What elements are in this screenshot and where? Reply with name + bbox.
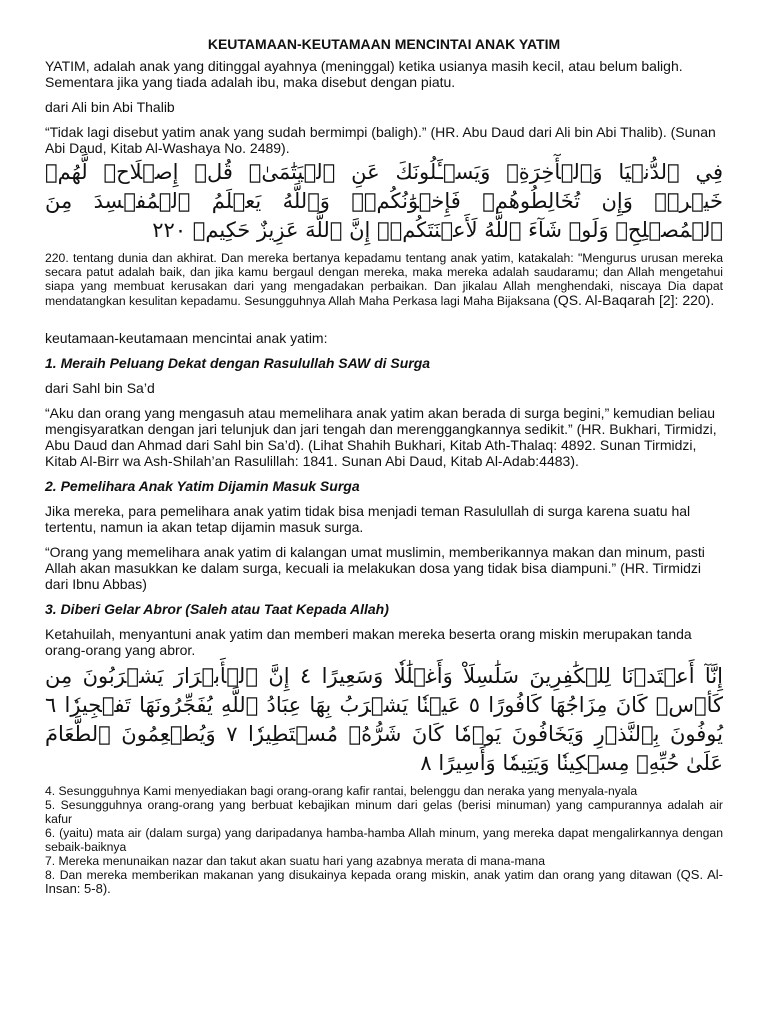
verse-translation-item: 8. Dan mereka memberikan makanan yang disukainya kepada orang miskin, anak yatim dan orang yang ditawan	[45, 868, 672, 882]
hadith-sahl: “Aku dan orang yang mengasuh atau memelihara anak yatim akan berada di surga begini,” kemudian beliau mengisyaratkan dengan jari telunjuk dan jari tengah dan merenggangkannya sedikit.” (HR. Bukhari, Tirmidzi, Abu Daud dan Ahmad dari Sahl bin Sa’d). (Lihat Shahih Bukhari, Kitab Ath-Thalaq: 4892. Sunan Tirmidzi, Kitab Al-Birr wa Ash-Shilah’an Rasulillah: 1841. Sunan Abi Daud, Kitab Al-Adab:4483).	[45, 405, 717, 469]
paragraph-point-2: Jika mereka, para pemelihara anak yatim tidak bisa menjadi teman Rasulullah di surga karena suatu hal tertentu, namun ia akan tetap dijamin masuk surga.	[45, 503, 691, 535]
heading-point-3: 3. Diberi Gelar Abror (Saleh atau Taat Kepada Allah)	[45, 601, 389, 617]
verse-translation-item-last	[45, 868, 723, 896]
heading-point-1: 1. Meraih Peluang Dekat dengan Rasulullah SAW di Surga	[45, 355, 431, 371]
verse-translation-item: 7. Mereka menunaikan nazar dan takut akan suatu hari yang azabnya merata di mana-mana	[45, 854, 545, 868]
verse-translation-list	[45, 784, 723, 896]
verse-translation-item: 4. Sesungguhnya Kami menyediakan bagi orang-orang kafir rantai, belenggu dan neraka yang menyala-nyala	[45, 784, 638, 798]
hadith-ali: “Tidak lagi disebut yatim anak yang sudah bermimpi (baligh).” (HR. Abu Daud dari Ali bin Abi Thalib). (Sunan Abi Daud, Kitab Al-Washaya No. 2489).	[45, 124, 716, 156]
source-ali: dari Ali bin Abi Thalib	[45, 99, 175, 115]
heading-point-2: 2. Pemelihara Anak Yatim Dijamin Masuk Surga	[45, 478, 360, 494]
verse-translation-item: 6. (yaitu) mata air (dalam surga) yang daripadanya hamba-hamba Allah minum, yang mereka dapat mengalirkannya dengan sebaik-baiknya	[45, 826, 723, 854]
hadith-ibnu-abbas: “Orang yang memelihara anak yatim di kalangan umat muslimin, memberikannya makan dan minum, pasti Allah akan masukkan ke dalam surga, kecuali ia melakukan dosa yang tidak bisa diampuni.” (HR. Tirmidzi dari Ibnu Abbas)	[45, 544, 705, 592]
source-sahl: dari Sahl bin Sa’d	[45, 380, 155, 396]
arabic-verse-insan: إِنَّآ أَعۡتَدۡنَا لِلۡكَٰفِرِينَ سَلَٰسِلَاْ وَأَغۡلَٰلٗا وَسَعِيرًا ٤ إِنَّ ٱلۡأَبۡرَارَ يَشۡرَبُونَ مِن كَأۡسٖ كَانَ مِزَاجُهَا كَافُورًا ٥ عَيۡنٗا يَشۡرَبُ بِهَا عِبَادُ ٱللَّهِ يُفَجِّرُونَهَا تَفۡجِيرٗا ٦ يُوفُونَ بِٱلنَّذۡرِ وَيَخَافُونَ يَوۡمٗا كَانَ شَرُّهُۥ مُسۡتَطِيرٗا ٧ وَيُطۡعِمُونَ ٱلطَّعَامَ عَلَىٰ حُبِّهِۦ مِسۡكِينٗا وَيَتِيمٗا وَأَسِيرًا ٨	[45, 664, 724, 775]
document-title: KEUTAMAAN-KEUTAMAAN MENCINTAI ANAK YATIM	[207, 36, 561, 52]
verse-translation-item: 5. Sesungguhnya orang-orang yang berbuat kebajikan minum dari gelas (berisi minuman) yang campurannya adalah air kafur	[45, 798, 723, 826]
intro-paragraph: YATIM, adalah anak yang ditinggal ayahnya (meninggal) ketika usianya masih kecil, atau belum baligh. Sementara jika yang tiada adalah ibu, maka disebut dengan piatu.	[45, 58, 683, 90]
translation-baqarah-ref: (QS. Al-Baqarah [2]: 220).	[553, 292, 715, 308]
arabic-verse-baqarah: فِي ٱلدُّنۡيَا وَٱلۡأٓخِرَةِۗ وَيَسۡـَٔلُونَكَ عَنِ ٱلۡيَتَٰمَىٰۖ قُلۡ إِصۡلَاحٞ لَّهُمۡ خَيۡرٞۖ وَإِن تُخَالِطُوهُمۡ فَإِخۡوَٰنُكُمۡۚ وَٱللَّهُ يَعۡلَمُ ٱلۡمُفۡسِدَ مِنَ ٱلۡمُصۡلِحِۚ وَلَوۡ شَآءَ ٱللَّهُ لَأَعۡنَتَكُمۡۚ إِنَّ ٱللَّهَ عَزِيزٌ حَكِيمٞ ٢٢٠	[45, 160, 723, 242]
section-subtitle: keutamaan-keutamaan mencintai anak yatim:	[45, 330, 328, 346]
paragraph-point-3: Ketahuilah, menyantuni anak yatim dan memberi makan mereka beserta orang miskin merupakan tanda orang-orang yang abror.	[45, 626, 692, 658]
translation-baqarah	[45, 251, 723, 308]
verse-translation-ref: (QS. Al-Insan: 5-8).	[45, 867, 723, 896]
translation-baqarah-text: 220. tentang dunia dan akhirat. Dan mereka bertanya kepadamu tentang anak yatim, katakalah: "Mengurus urusan mereka secara patut adalah baik, dan jika kamu bergaul dengan mereka, maka mereka adalah saudaramu; dan Allah mengetahui siapa yang membuat kerusakan dari yang mengadakan perbaikan. Dan jikalau Allah menghendaki, niscaya Dia dapat mendatangkan kesulitan kepadamu. Sesungguhnya Allah Maha Perkasa lagi Maha Bijaksana	[45, 251, 723, 308]
